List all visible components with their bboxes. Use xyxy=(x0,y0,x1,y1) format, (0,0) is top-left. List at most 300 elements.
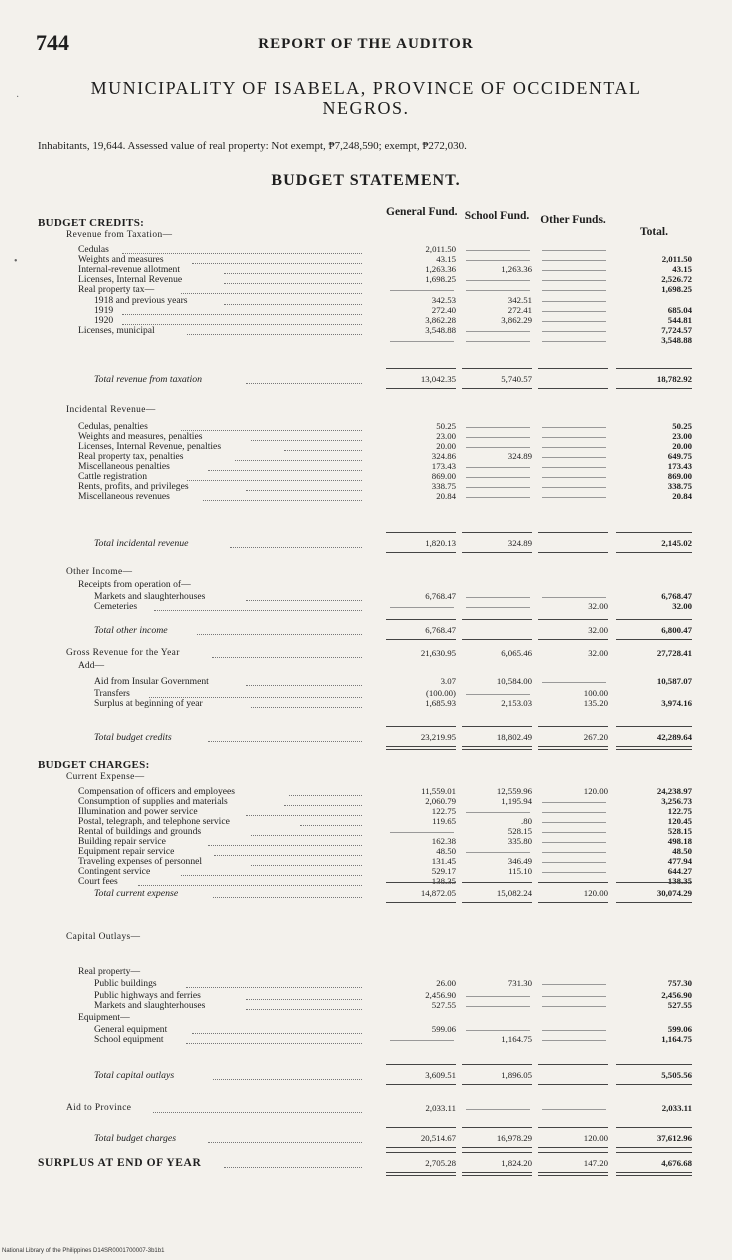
blank-cell-dash xyxy=(390,1040,454,1041)
row-label: Total revenue from taxation xyxy=(94,374,203,385)
cell-general: 11,559.01 xyxy=(421,786,456,796)
row-label: Other Income— xyxy=(66,567,133,577)
cell-total: 528.15 xyxy=(667,826,692,836)
column-header-other-funds: Other Funds. xyxy=(540,214,606,226)
cell-total: 2,456.90 xyxy=(661,990,692,1000)
row-label: BUDGET CREDITS: xyxy=(38,217,145,229)
cell-general: 1,698.25 xyxy=(425,274,456,284)
cell-total: 4,676.68 xyxy=(661,1158,692,1168)
blank-cell-dash xyxy=(390,832,454,833)
cell-other: 100.00 xyxy=(583,688,608,698)
sum-rule xyxy=(462,532,532,533)
leader-dots xyxy=(154,610,362,611)
cell-total: 120.45 xyxy=(667,816,692,826)
row-label: Real property tax— xyxy=(78,284,155,295)
blank-cell-dash xyxy=(466,597,530,598)
blank-cell-dash xyxy=(542,260,606,261)
row-label: Add— xyxy=(78,660,105,671)
total-rule xyxy=(386,639,456,640)
cell-total: 2,526.72 xyxy=(661,274,692,284)
blank-cell-dash xyxy=(542,301,606,302)
cell-school: 346.49 xyxy=(507,856,532,866)
cell-other: 32.00 xyxy=(588,625,608,635)
blank-cell-dash xyxy=(542,832,606,833)
leader-dots xyxy=(181,430,362,431)
cell-school: 15,082.24 xyxy=(496,888,532,898)
leader-dots xyxy=(187,334,362,335)
blank-cell-dash xyxy=(542,477,606,478)
sum-rule xyxy=(616,1152,692,1153)
blank-cell-dash xyxy=(390,290,454,291)
blank-cell-dash xyxy=(542,822,606,823)
leader-dots xyxy=(212,657,362,658)
column-header-total: Total. xyxy=(639,226,668,238)
row-label: Real property tax, penalties xyxy=(78,451,184,462)
leader-dots xyxy=(251,865,362,866)
leader-dots xyxy=(235,460,362,461)
row-label: Miscellaneous penalties xyxy=(78,461,170,472)
blank-cell-dash xyxy=(466,1006,530,1007)
total-double-rule xyxy=(462,746,532,750)
row-label: Internal-revenue allotment xyxy=(78,264,181,275)
blank-cell-dash xyxy=(466,250,530,251)
cell-total: 644.27 xyxy=(667,866,692,876)
scan-footer: National Library of the Philippines D14SR0001700007-3b1b1 xyxy=(2,1248,165,1254)
cell-total: 50.25 xyxy=(672,421,692,431)
cell-total: 18,782.92 xyxy=(656,374,692,384)
row-label: Markets and slaughterhouses xyxy=(94,1000,206,1011)
leader-dots xyxy=(251,835,362,836)
blank-cell-dash xyxy=(466,331,530,332)
sum-rule xyxy=(386,368,456,369)
leader-dots xyxy=(122,314,362,315)
blank-cell-dash xyxy=(542,862,606,863)
row-label: Total current expense xyxy=(94,888,179,899)
blank-cell-dash xyxy=(466,260,530,261)
row-label: Postal, telegraph, and telephone service xyxy=(78,816,230,827)
sum-rule xyxy=(616,532,692,533)
sum-rule xyxy=(386,882,456,883)
blank-cell-dash xyxy=(466,447,530,448)
total-rule xyxy=(462,1147,532,1148)
blank-cell-dash xyxy=(542,597,606,598)
sum-rule xyxy=(386,1152,456,1153)
cell-total: 48.50 xyxy=(672,846,692,856)
cell-other: 267.20 xyxy=(583,732,608,742)
leader-dots xyxy=(213,1079,362,1080)
blank-cell-dash xyxy=(466,280,530,281)
total-rule xyxy=(538,1084,608,1085)
total-rule xyxy=(538,388,608,389)
row-label: Weights and measures xyxy=(78,254,164,265)
row-label: Public highways and ferries xyxy=(94,990,201,1001)
blank-cell-dash xyxy=(542,1109,606,1110)
cell-general: 2,033.11 xyxy=(425,1103,456,1113)
cell-general: 272.40 xyxy=(431,305,456,315)
blank-cell-dash xyxy=(466,607,530,608)
blank-cell-dash xyxy=(542,812,606,813)
cell-total: 3,256.73 xyxy=(661,796,692,806)
row-label: Total other income xyxy=(94,625,168,636)
row-label: Cemeteries xyxy=(94,601,138,612)
leader-dots xyxy=(187,480,362,481)
sum-rule xyxy=(616,1064,692,1065)
cell-total: 6,800.47 xyxy=(661,625,692,635)
cell-school: 115.10 xyxy=(508,866,532,876)
blank-cell-dash xyxy=(542,996,606,997)
blank-cell-dash xyxy=(542,447,606,448)
leader-dots xyxy=(197,634,362,635)
cell-general: 338.75 xyxy=(431,481,456,491)
row-label: Rents, profits, and privileges xyxy=(78,481,189,492)
cell-school: 6,065.46 xyxy=(501,648,532,658)
cell-general: 23,219.95 xyxy=(420,732,456,742)
total-rule xyxy=(386,552,456,553)
cell-total: 1,164.75 xyxy=(661,1034,692,1044)
leader-dots xyxy=(213,897,362,898)
cell-total: 685.04 xyxy=(667,305,692,315)
row-label: Building repair service xyxy=(78,836,166,847)
cell-school: 528.15 xyxy=(507,826,532,836)
row-label: Equipment— xyxy=(78,1012,130,1023)
cell-general: 48.50 xyxy=(436,846,456,856)
cell-total: 37,612.96 xyxy=(656,1133,692,1143)
row-label: Court fees xyxy=(78,876,118,887)
cell-general: 2,705.28 xyxy=(425,1158,456,1168)
blank-cell-dash xyxy=(542,682,606,683)
blank-cell-dash xyxy=(466,467,530,468)
row-label: Receipts from operation of— xyxy=(78,579,191,590)
municipality-title-line-2: NEGROS. xyxy=(322,98,410,118)
total-rule xyxy=(616,552,692,553)
total-rule xyxy=(538,639,608,640)
total-rule xyxy=(462,902,532,903)
cell-general: 119.65 xyxy=(432,816,456,826)
row-label: Aid to Province xyxy=(66,1103,132,1113)
total-rule xyxy=(462,639,532,640)
leader-dots xyxy=(192,1033,362,1034)
cell-total: 2,033.11 xyxy=(661,1103,692,1113)
blank-cell-dash xyxy=(542,437,606,438)
leader-dots xyxy=(224,1167,362,1168)
cell-school: 10,584.00 xyxy=(496,676,532,686)
cell-total: 173.43 xyxy=(667,461,692,471)
cell-total: 1,698.25 xyxy=(661,284,692,294)
sum-rule xyxy=(386,1127,456,1128)
total-double-rule xyxy=(538,746,608,750)
sum-rule xyxy=(386,532,456,533)
cell-general: 2,060.79 xyxy=(425,796,456,806)
row-label: Miscellaneous revenues xyxy=(78,491,170,502)
cell-total: 338.75 xyxy=(667,481,692,491)
total-double-rule xyxy=(616,746,692,750)
cell-school: 731.30 xyxy=(507,978,532,988)
leader-dots xyxy=(246,600,362,601)
cell-total: 23.00 xyxy=(672,431,692,441)
row-label: 1918 and previous years xyxy=(94,295,188,306)
row-label: Total budget charges xyxy=(94,1133,177,1144)
cell-general: 131.45 xyxy=(431,856,456,866)
cell-general: 1,263.36 xyxy=(425,264,456,274)
margin-mark: • xyxy=(14,256,18,267)
cell-general: 13,042.35 xyxy=(420,374,456,384)
cell-general: 324.86 xyxy=(431,451,456,461)
page-number: 744 xyxy=(36,30,69,55)
row-label: Surplus at beginning of year xyxy=(94,698,203,709)
leader-dots xyxy=(181,875,362,876)
leader-dots xyxy=(246,685,362,686)
cell-general: 2,456.90 xyxy=(425,990,456,1000)
cell-general: 21,630.95 xyxy=(420,648,456,658)
sum-rule xyxy=(538,1127,608,1128)
cell-general: 26.00 xyxy=(436,978,456,988)
row-label: Revenue from Taxation— xyxy=(66,230,173,240)
cell-school: .80 xyxy=(521,816,532,826)
blank-cell-dash xyxy=(542,984,606,985)
leader-dots xyxy=(138,885,362,886)
total-rule xyxy=(616,1084,692,1085)
row-label: Rental of buildings and grounds xyxy=(78,826,202,837)
blank-cell-dash xyxy=(466,437,530,438)
column-header-general-fund: General Fund. xyxy=(386,206,458,218)
cell-school: 3,862.29 xyxy=(501,315,532,325)
row-label: Total incidental revenue xyxy=(94,538,189,549)
inhabitants-line: Inhabitants, 19,644. Assessed value of real property: Not exempt, ₱7,248,590; exempt, ₱272,030. xyxy=(38,140,467,152)
cell-school: 1,824.20 xyxy=(501,1158,532,1168)
leader-dots xyxy=(224,283,362,284)
sum-rule xyxy=(462,726,532,727)
total-rule xyxy=(386,1084,456,1085)
cell-total: 43.15 xyxy=(672,264,692,274)
cell-general: 599.06 xyxy=(431,1024,456,1034)
blank-cell-dash xyxy=(542,280,606,281)
row-label: Cattle registration xyxy=(78,471,148,482)
blank-cell-dash xyxy=(542,1006,606,1007)
cell-general: 3.07 xyxy=(440,676,456,686)
row-label: Markets and slaughterhouses xyxy=(94,591,206,602)
cell-general: 3,548.88 xyxy=(425,325,456,335)
sum-rule xyxy=(462,619,532,620)
total-rule xyxy=(462,1084,532,1085)
blank-cell-dash xyxy=(466,1109,530,1110)
blank-cell-dash xyxy=(542,802,606,803)
leader-dots xyxy=(203,500,362,501)
leader-dots xyxy=(251,440,362,441)
total-double-rule xyxy=(386,1172,456,1176)
row-label: 1919 xyxy=(94,305,114,316)
leader-dots xyxy=(230,547,362,548)
cell-school: 335.80 xyxy=(507,836,532,846)
sum-rule xyxy=(538,532,608,533)
cell-total: 477.94 xyxy=(667,856,692,866)
row-label: Transfers xyxy=(94,688,130,699)
blank-cell-dash xyxy=(542,250,606,251)
cell-other: 135.20 xyxy=(583,698,608,708)
cell-total: 544.81 xyxy=(667,315,692,325)
cell-total: 6,768.47 xyxy=(661,591,692,601)
leader-dots xyxy=(289,795,362,796)
blank-cell-dash xyxy=(542,290,606,291)
blank-cell-dash xyxy=(542,321,606,322)
row-label: Contingent service xyxy=(78,866,151,877)
cell-general: 23.00 xyxy=(436,431,456,441)
total-double-rule xyxy=(538,1172,608,1176)
blank-cell-dash xyxy=(466,341,530,342)
blank-cell-dash xyxy=(542,1040,606,1041)
leader-dots xyxy=(122,324,362,325)
cell-general: 14,872.05 xyxy=(420,888,456,898)
cell-general: 138.35 xyxy=(431,876,456,886)
row-label: Gross Revenue for the Year xyxy=(66,648,180,658)
cell-total: 24,238.97 xyxy=(656,786,692,796)
leader-dots xyxy=(251,707,362,708)
cell-general: 2,011.50 xyxy=(425,244,456,254)
total-rule xyxy=(616,639,692,640)
cell-school: 12,559.96 xyxy=(496,786,532,796)
leader-dots xyxy=(186,987,362,988)
blank-cell-dash xyxy=(390,341,454,342)
row-label: School equipment xyxy=(94,1034,164,1045)
sum-rule xyxy=(538,619,608,620)
cell-total: 32.00 xyxy=(672,601,692,611)
row-label: Illumination and power service xyxy=(78,806,198,817)
total-double-rule xyxy=(616,1172,692,1176)
blank-cell-dash xyxy=(542,311,606,312)
leader-dots xyxy=(224,273,362,274)
cell-total: 42,289.64 xyxy=(656,732,692,742)
leader-dots xyxy=(208,845,362,846)
leader-dots xyxy=(214,855,362,856)
row-label: Total capital outlays xyxy=(94,1070,175,1081)
row-label: Licenses, municipal xyxy=(78,325,155,336)
row-label: Equipment repair service xyxy=(78,846,175,857)
blank-cell-dash xyxy=(542,341,606,342)
total-rule xyxy=(538,902,608,903)
row-label: General equipment xyxy=(94,1024,168,1035)
cell-other: 32.00 xyxy=(588,648,608,658)
sum-rule xyxy=(386,726,456,727)
cell-total: 138.35 xyxy=(667,876,692,886)
cell-general: 122.75 xyxy=(431,806,456,816)
cell-other: 147.20 xyxy=(583,1158,608,1168)
leader-dots xyxy=(246,1009,362,1010)
row-label: Cedulas xyxy=(78,244,109,255)
cell-school: 5,740.57 xyxy=(501,374,532,384)
cell-total: 757.30 xyxy=(667,978,692,988)
cell-school: 324.89 xyxy=(507,451,532,461)
cell-general: 43.15 xyxy=(436,254,456,264)
sum-rule xyxy=(538,882,608,883)
sum-rule xyxy=(616,619,692,620)
leader-dots xyxy=(208,470,362,471)
cell-total: 10,587.07 xyxy=(656,676,692,686)
leader-dots xyxy=(208,741,362,742)
cell-school: 1,195.94 xyxy=(501,796,532,806)
cell-total: 3,974.16 xyxy=(661,698,692,708)
cell-other: 120.00 xyxy=(583,786,608,796)
cell-total: 599.06 xyxy=(667,1024,692,1034)
cell-total: 30,074.29 xyxy=(656,888,692,898)
total-double-rule xyxy=(462,1172,532,1176)
cell-total: 869.00 xyxy=(667,471,692,481)
total-rule xyxy=(386,902,456,903)
total-rule xyxy=(616,902,692,903)
row-label: 1920 xyxy=(94,315,114,326)
blank-cell-dash xyxy=(466,427,530,428)
blank-cell-dash xyxy=(542,1030,606,1031)
cell-total: 122.75 xyxy=(667,806,692,816)
sum-rule xyxy=(616,368,692,369)
total-rule xyxy=(386,388,456,389)
blank-cell-dash xyxy=(542,872,606,873)
municipality-title-line-1: MUNICIPALITY OF ISABELA, PROVINCE OF OCCIDENTAL xyxy=(90,78,642,98)
cell-other: 120.00 xyxy=(583,1133,608,1143)
row-label: Real property— xyxy=(78,966,141,977)
cell-general: 3,609.51 xyxy=(425,1070,456,1080)
cell-general: 173.43 xyxy=(431,461,456,471)
total-rule xyxy=(538,552,608,553)
cell-school: 1,896.05 xyxy=(501,1070,532,1080)
cell-general: 342.53 xyxy=(431,295,456,305)
cell-general: (100.00) xyxy=(425,688,456,698)
cell-total: 498.18 xyxy=(667,836,692,846)
row-label: Total budget credits xyxy=(94,732,172,743)
blank-cell-dash xyxy=(542,331,606,332)
leader-dots xyxy=(284,450,362,451)
row-label: Public buildings xyxy=(94,978,157,989)
cell-total: 649.75 xyxy=(667,451,692,461)
sum-rule xyxy=(462,882,532,883)
cell-total: 5,505.56 xyxy=(661,1070,692,1080)
cell-other: 32.00 xyxy=(588,601,608,611)
row-label: Incidental Revenue— xyxy=(66,405,156,415)
cell-general: 50.25 xyxy=(436,421,456,431)
blank-cell-dash xyxy=(542,842,606,843)
blank-cell-dash xyxy=(542,497,606,498)
cell-school: 324.89 xyxy=(507,538,532,548)
row-label: Licenses, Internal Revenue xyxy=(78,274,183,285)
cell-total: 20.00 xyxy=(672,441,692,451)
total-rule xyxy=(386,1147,456,1148)
blank-cell-dash xyxy=(542,270,606,271)
cell-total: 527.55 xyxy=(667,1000,692,1010)
row-label: Compensation of officers and employees xyxy=(78,786,236,797)
leader-dots xyxy=(246,999,362,1000)
cell-general: 1,820.13 xyxy=(425,538,456,548)
leader-dots xyxy=(300,825,362,826)
sum-rule xyxy=(462,368,532,369)
leader-dots xyxy=(284,805,362,806)
sum-rule xyxy=(616,882,692,883)
blank-cell-dash xyxy=(542,427,606,428)
row-label: Aid from Insular Government xyxy=(94,676,209,687)
cell-total: 27,728.41 xyxy=(656,648,692,658)
cell-total: 3,548.88 xyxy=(661,335,692,345)
cell-school: 342.51 xyxy=(507,295,532,305)
blank-cell-dash xyxy=(542,467,606,468)
leader-dots xyxy=(181,293,362,294)
total-double-rule xyxy=(386,746,456,750)
total-rule xyxy=(616,388,692,389)
cell-general: 529.17 xyxy=(431,866,456,876)
blank-cell-dash xyxy=(466,487,530,488)
cell-total: 2,011.50 xyxy=(661,254,692,264)
budget-statement-title: BUDGET STATEMENT. xyxy=(271,172,461,189)
blank-cell-dash xyxy=(466,996,530,997)
total-rule xyxy=(538,1147,608,1148)
cell-school: 16,978.29 xyxy=(496,1133,532,1143)
sum-rule xyxy=(462,1127,532,1128)
